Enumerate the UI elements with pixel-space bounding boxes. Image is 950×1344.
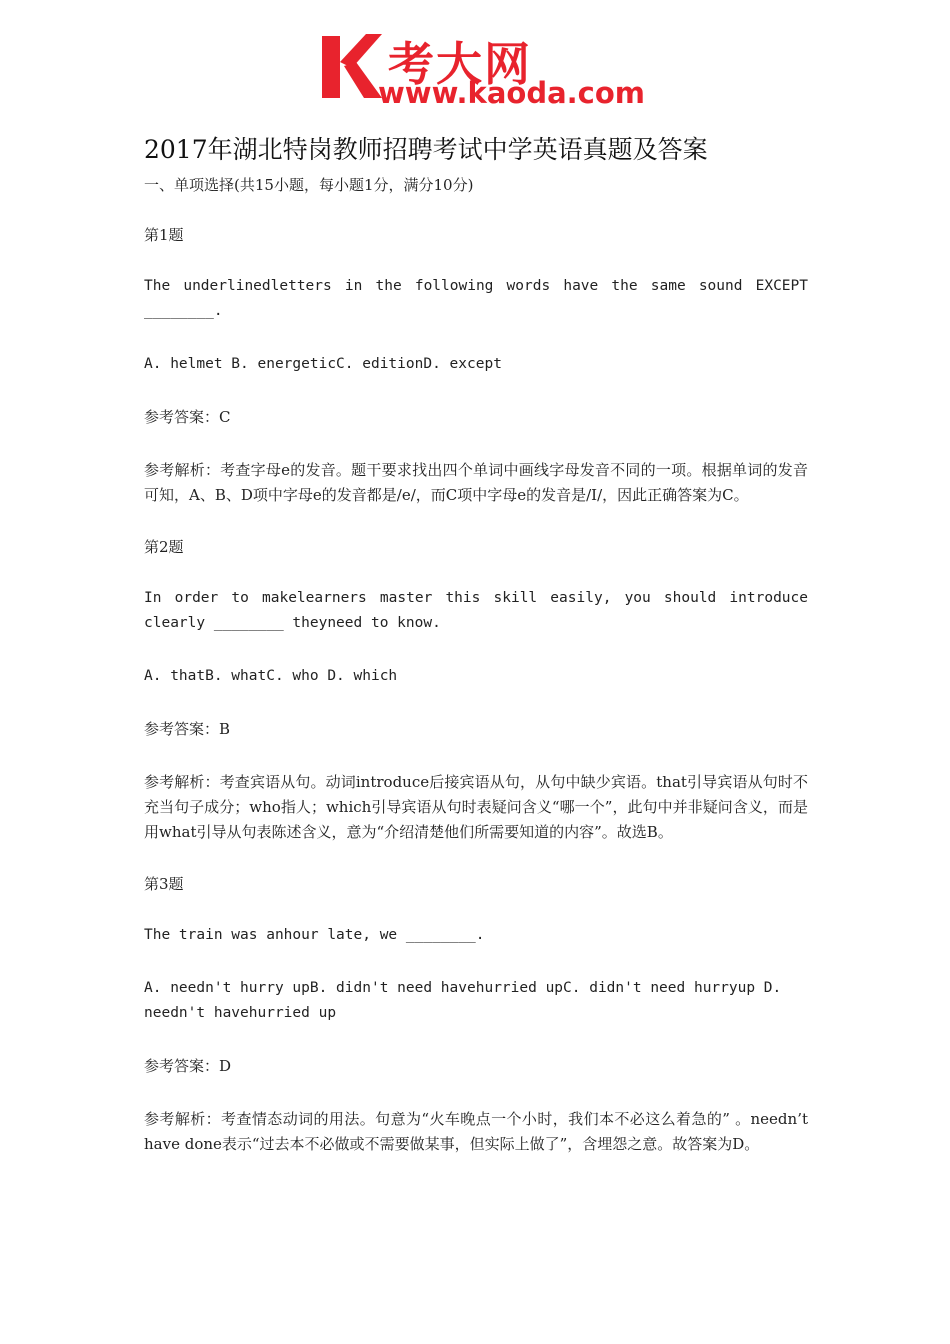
answer-line: 参考答案：B — [144, 720, 231, 738]
logo-chinese-text: 考大网 — [388, 37, 532, 91]
kaoda-logo — [318, 28, 645, 112]
question-options: A. helmet B. energeticC. editionD. except — [144, 356, 502, 372]
question-options: A. thatB. whatC. who D. which — [144, 668, 398, 684]
question-stem: The underlinedletters in the following words have the same sound EXCEPT ________. — [144, 278, 808, 319]
question-heading: 第1题 — [144, 226, 184, 244]
question-3 — [144, 873, 808, 1157]
answer-line: 参考答案：C — [144, 408, 231, 426]
answer-analysis: 参考解析：考查宾语从句。动词introduce后接宾语从句，从句中缺少宾语。that引导宾语从句时不充当句子成分；who指人；which引导宾语从句时表疑问含义“哪一个”，此句中并非疑问含义，而是用what引导从句表陈述含义，意为“介绍清楚他们所需要知道的内容”。故选B。 — [144, 773, 808, 841]
question-stem: The train was anhour late, we ________. — [144, 927, 485, 943]
logo-url-text: www.kaoda.com — [378, 76, 645, 110]
page-title: 2017年湖北特岗教师招聘考试中学英语真题及答案 — [144, 135, 708, 164]
question-heading: 第2题 — [144, 538, 184, 556]
k-logo-mark-icon — [318, 28, 382, 100]
question-options: A. needn't hurry upB. didn't need havehurried upC. didn't need hurryup D. needn't havehurried up — [144, 980, 782, 1021]
question-1 — [144, 224, 808, 508]
question-stem: In order to makelearners master this skill easily, you should introduce clearly ________ theyneed to know. — [144, 590, 808, 631]
answer-line: 参考答案：D — [144, 1057, 232, 1075]
section-heading: 一、单项选择(共15小题，每小题1分，满分10分) — [144, 176, 474, 194]
answer-analysis: 参考解析：考查字母e的发音。题干要求找出四个单词中画线字母发音不同的一项。根据单词的发音可知，A、B、D项中字母e的发音都是/e/，而C项中字母e的发音是/I/，因此正确答案为C。 — [144, 461, 808, 504]
question-heading: 第3题 — [144, 875, 184, 893]
document-body — [144, 130, 808, 1157]
answer-analysis: 参考解析：考查情态动词的用法。句意为“火车晚点一个小时，我们本不必这么着急的” 。needn’t have done表示“过去本不必做或不需要做某事，但实际上做了”，含埋怨之意。故答案为D。 — [144, 1110, 808, 1153]
question-2 — [144, 536, 808, 845]
